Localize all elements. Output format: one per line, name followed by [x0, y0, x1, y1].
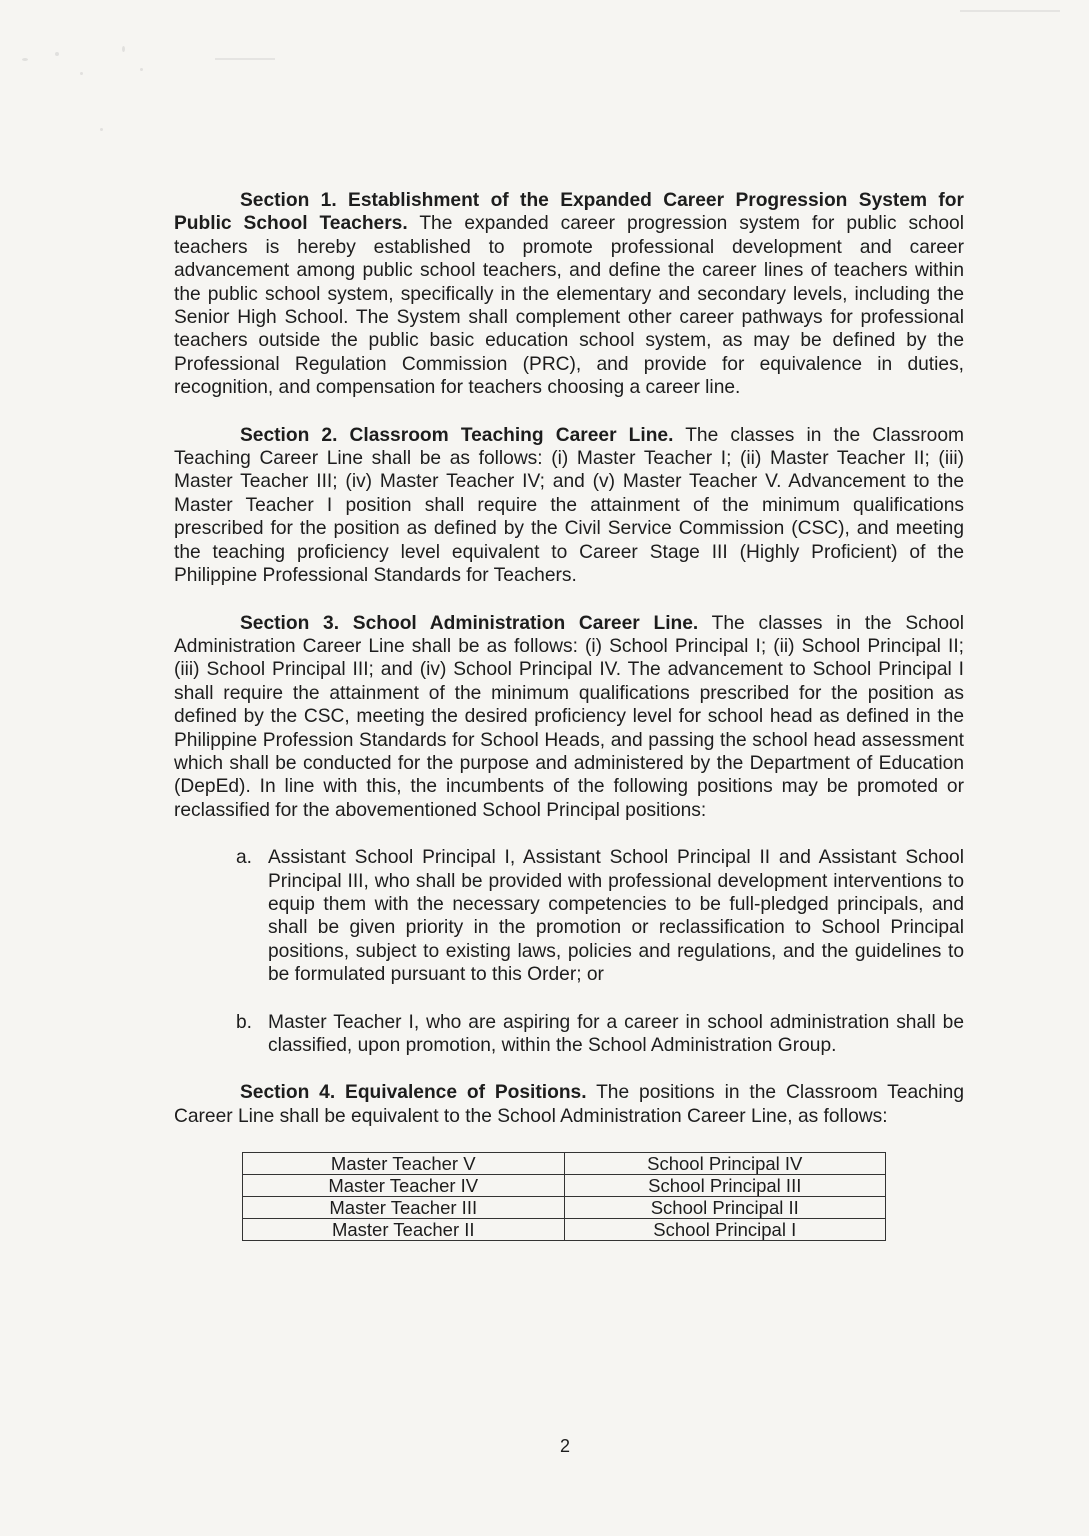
- table-cell-administration: School Principal I: [564, 1219, 886, 1241]
- scan-artifact: [215, 58, 275, 60]
- table-cell-classroom: Master Teacher V: [243, 1153, 565, 1175]
- section-4-body: The positions in the Classroom Teaching Career Line shall be equivalent to the School Administration Career Line, as follows:: [174, 1082, 964, 1127]
- section-3-list: [174, 846, 964, 1057]
- section-4: [174, 1081, 964, 1128]
- list-marker: b.: [236, 1011, 253, 1033]
- scan-artifact: [55, 52, 59, 56]
- section-2-heading: Section 2. Classroom Teaching Career Line.: [240, 424, 674, 446]
- table-cell-classroom: Master Teacher II: [243, 1219, 565, 1241]
- table-row: [243, 1175, 886, 1197]
- scan-artifact: [122, 46, 125, 52]
- table-row: [243, 1153, 886, 1175]
- table-cell-classroom: Master Teacher III: [243, 1197, 565, 1219]
- section-1-body: The expanded career progression system for public school teachers is hereby established to promote professional development and career advancement among public school teachers, and define the career lines of teachers within the public school system, specifically in the elementary and secondary levels, including the Senior High School. The System shall complement other career pathways for professional teachers outside the public basic education school system, as may be defined by the Professional Regulation Commission (PRC), and provide for equivalence in duties, recognition, and compensation for teachers choosing a career line.: [174, 213, 964, 399]
- table-row: [243, 1197, 886, 1219]
- section-3-body: The classes in the School Administration Career Line shall be as follows: (i) School Principal I; (ii) School Principal II; (iii) School Principal III; and (iv) School Principal IV. The advancement to School Principal I shall require the attainment of the minimum qualifications prescribed for the position as defined by the CSC, meeting the desired proficiency level for school head as defined in the Philippine Profession Standards for School Heads, and passing the school head assessment which shall be conducted for the purpose and administered by the Department of Education (DepEd). In line with this, the incumbents of the following positions may be promoted or reclassified for the abovementioned School Principal positions:: [174, 612, 964, 821]
- document-body: [174, 189, 964, 1241]
- table-cell-administration: School Principal III: [564, 1175, 886, 1197]
- scan-artifact: [22, 58, 28, 61]
- scan-artifact: [960, 10, 1060, 12]
- list-marker: a.: [236, 847, 253, 869]
- section-3: [174, 612, 964, 823]
- section-1-heading: Section 1. Establishment of the Expanded Career Progression System for Public School Teachers.: [174, 190, 964, 235]
- list-item: [236, 846, 964, 986]
- table-cell-administration: School Principal II: [564, 1197, 886, 1219]
- section-2: [174, 424, 964, 588]
- table-row: [243, 1219, 886, 1241]
- list-item-text: Master Teacher I, who are aspiring for a career in school administration shall be classified, upon promotion, within the School Administration Group.: [268, 1011, 964, 1056]
- list-item: [236, 1011, 964, 1058]
- scan-artifact: [140, 68, 143, 71]
- section-4-heading: Section 4. Equivalence of Positions.: [240, 1082, 587, 1104]
- table-cell-administration: School Principal IV: [564, 1153, 886, 1175]
- section-2-body: The classes in the Classroom Teaching Career Line shall be as follows: (i) Master Teacher I; (ii) Master Teacher II; (iii) Master Teacher III; (iv) Master Teacher IV; and (v) Master Teacher V. Advancement to the Master Teacher I position shall require the attainment of the minimum qualifications prescribed for the position as defined by the Civil Service Commission (CSC), and meeting the teaching proficiency level equivalent to Career Stage III (Highly Proficient) of the Philippine Professional Standards for Teachers.: [174, 424, 964, 587]
- section-1: [174, 189, 964, 400]
- scan-artifact: [100, 128, 103, 131]
- page-number: 2: [559, 1436, 570, 1456]
- table-cell-classroom: Master Teacher IV: [243, 1175, 565, 1197]
- scan-artifact: [80, 72, 83, 75]
- list-item-text: Assistant School Principal I, Assistant School Principal II and Assistant School Principal III, who shall be provided with professional development interventions to equip them with the necessary competencies to be full-pledged principals, and shall be given priority in the promotion or reclassification to School Principal positions, subject to existing laws, policies and regulations, and the guidelines to be formulated pursuant to this Order; or: [268, 847, 964, 986]
- section-3-heading: Section 3. School Administration Career Line.: [240, 612, 699, 634]
- equivalence-table: [242, 1152, 886, 1241]
